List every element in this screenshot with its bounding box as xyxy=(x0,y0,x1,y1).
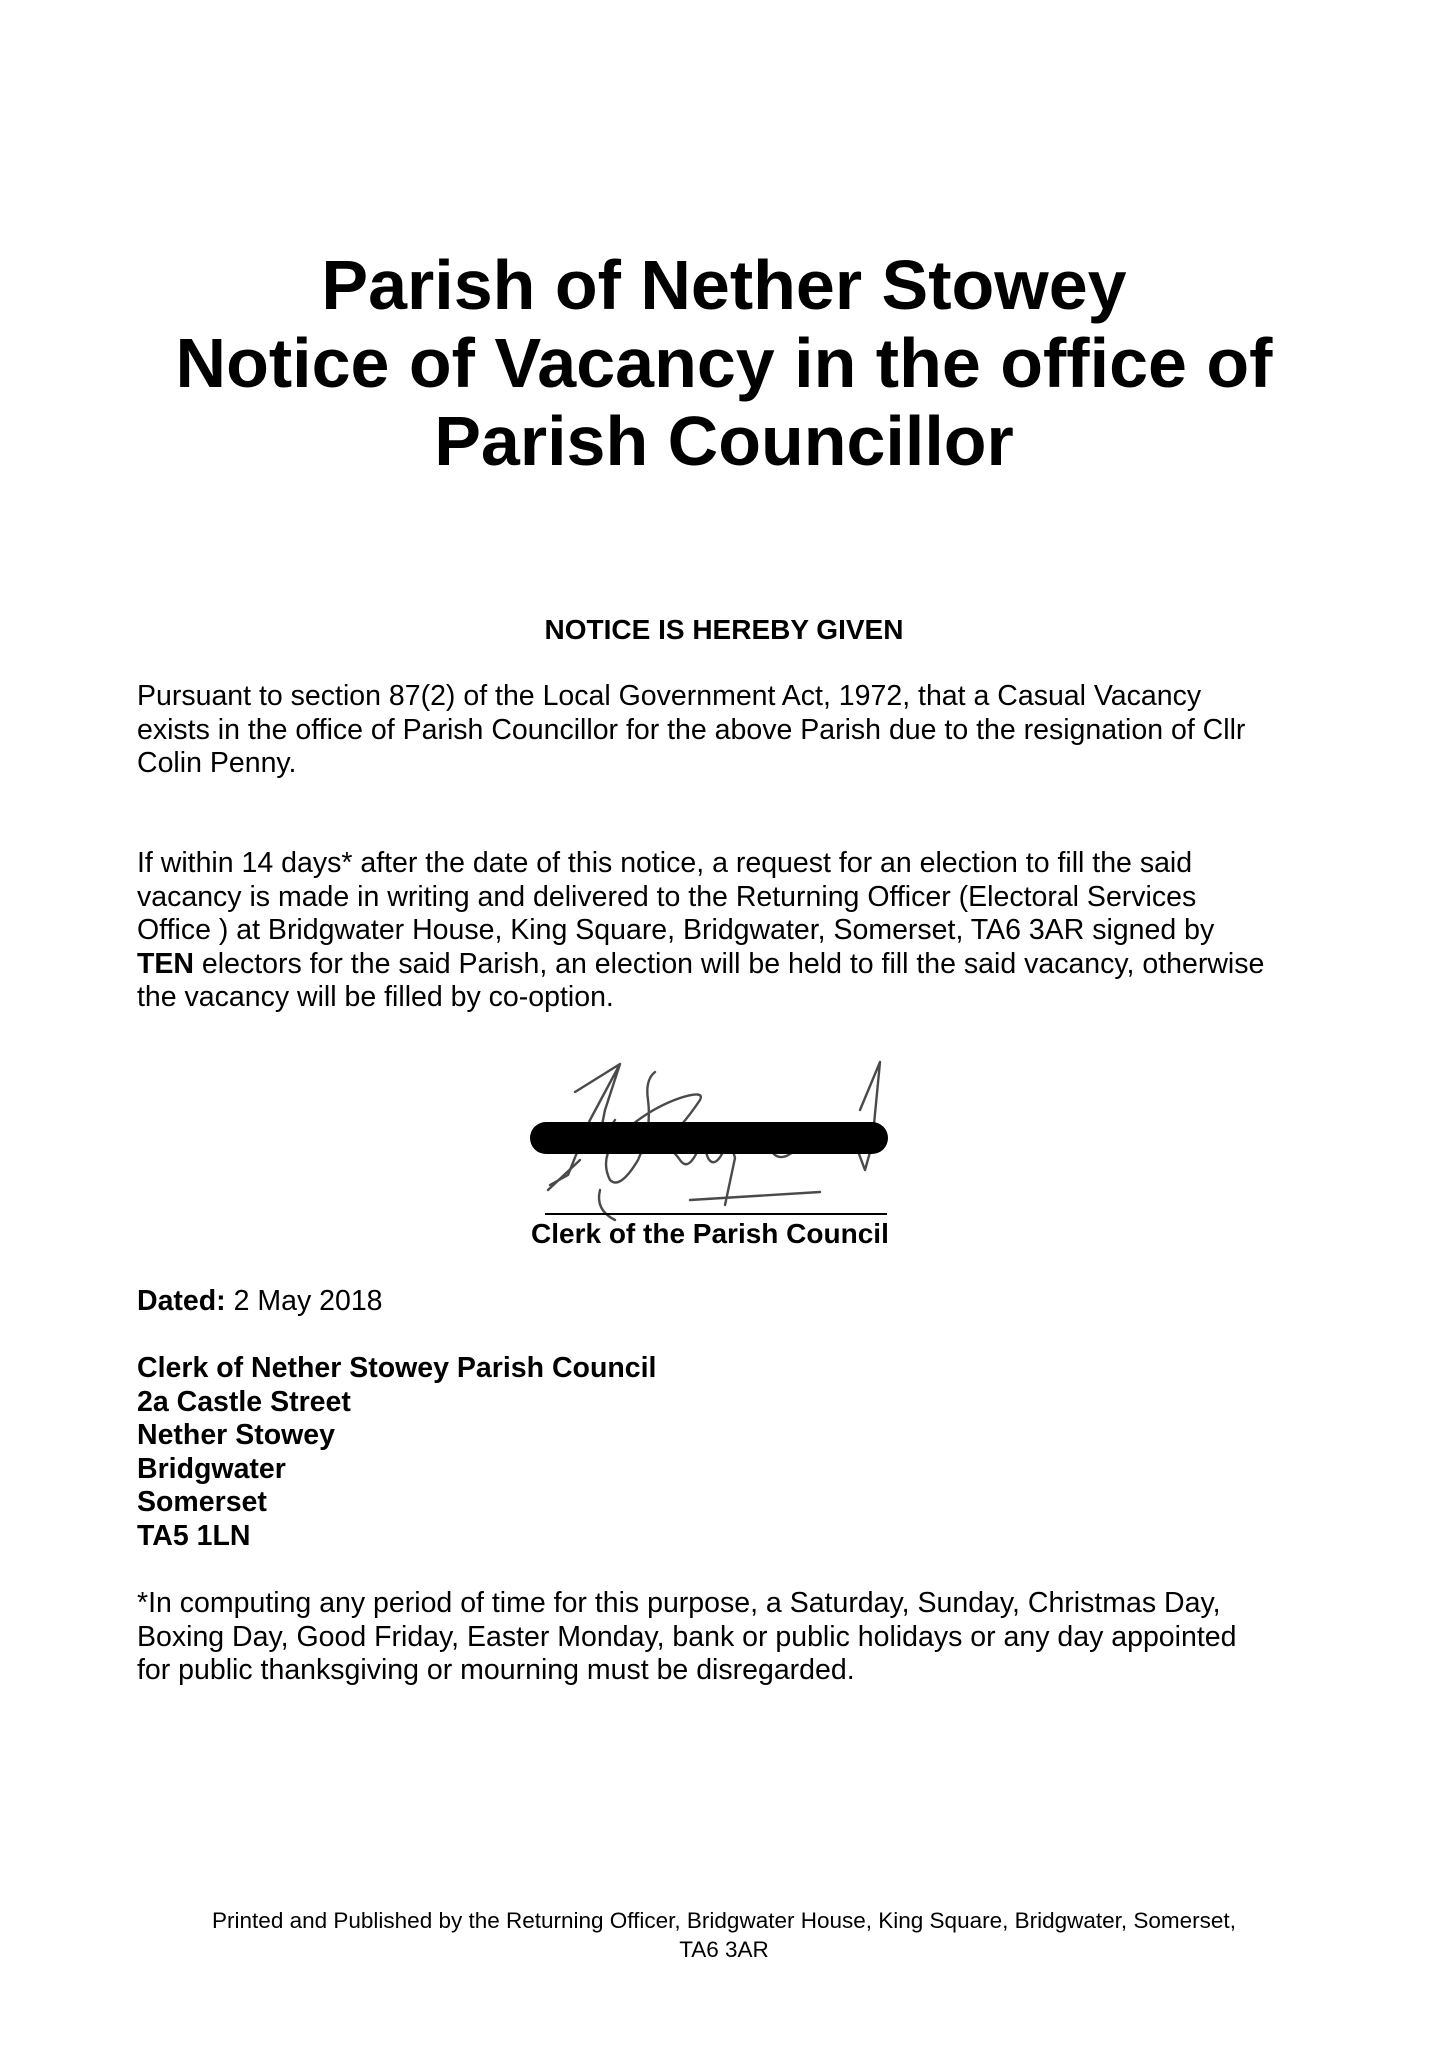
paragraph-line: exists in the office of Parish Councillor for the above Parish due to the resignation of Cllr xyxy=(137,713,1246,746)
clerk-address xyxy=(137,1352,656,1554)
vacancy-paragraph xyxy=(137,680,1245,781)
dated-value: 2 May 2018 xyxy=(225,1285,383,1317)
signature-caption: Clerk of the Parish Council xyxy=(531,1218,889,1249)
dated-label: Dated: xyxy=(137,1285,226,1317)
paragraph-line xyxy=(137,948,1264,982)
address-line: TA5 1LN xyxy=(137,1519,251,1552)
footnote-line: *In computing any period of time for this purpose, a Saturday, Sunday, Christmas Day, xyxy=(137,1587,1221,1619)
paragraph-line: If within 14 days* after the date of this notice, a request for an election to fill the said xyxy=(137,847,1193,879)
paragraph-line: Pursuant to section 87(2) of the Local Government Act, 1972, that a Casual Vacancy xyxy=(137,680,1202,712)
title-line-notice: Notice of Vacancy in the office of xyxy=(175,324,1273,402)
footer-line: TA6 3AR xyxy=(679,1937,769,1962)
signature-redaction-bar xyxy=(530,1122,888,1154)
address-line: 2a Castle Street xyxy=(137,1385,351,1418)
address-line: Somerset xyxy=(137,1486,267,1519)
footnote-line: Boxing Day, Good Friday, Easter Monday, bank or public holidays or any day appointed xyxy=(137,1620,1237,1653)
footnote xyxy=(137,1587,1236,1688)
title-line-parish: Parish of Nether Stowey xyxy=(321,246,1127,324)
notice-heading: NOTICE IS HEREBY GIVEN xyxy=(544,614,904,645)
dated-line xyxy=(137,1285,383,1319)
address-line: Clerk of Nether Stowey Parish Council xyxy=(137,1352,657,1384)
paragraph-line: the vacancy will be filled by co-option. xyxy=(137,981,614,1014)
address-line: Nether Stowey xyxy=(137,1419,335,1452)
paragraph-line: Office ) at Bridgwater House, King Square, Bridgwater, Somerset, TA6 3AR signed by xyxy=(137,914,1215,947)
imprint-footer xyxy=(0,1906,1448,1964)
paragraph-line: vacancy is made in writing and delivered to the Returning Officer (Electoral Services xyxy=(137,880,1197,913)
title-line-office: Parish Councillor xyxy=(434,402,1014,480)
page-title xyxy=(0,246,1448,480)
election-request-paragraph xyxy=(137,847,1264,1015)
footnote-line: for public thanksgiving or mourning must be disregarded. xyxy=(137,1654,855,1687)
address-line: Bridgwater xyxy=(137,1452,286,1485)
footer-line: Printed and Published by the Returning Officer, Bridgwater House, King Square, Bridgwater, Somerset, xyxy=(212,1908,1236,1933)
ten-electors-emphasis: TEN xyxy=(137,947,194,980)
paragraph-line-rest: electors for the said Parish, an election will be held to fill the said vacancy, otherwise xyxy=(194,947,1265,980)
paragraph-line: Colin Penny. xyxy=(137,747,297,780)
signature-stroke xyxy=(548,1160,615,1220)
signature-line xyxy=(545,1213,887,1215)
